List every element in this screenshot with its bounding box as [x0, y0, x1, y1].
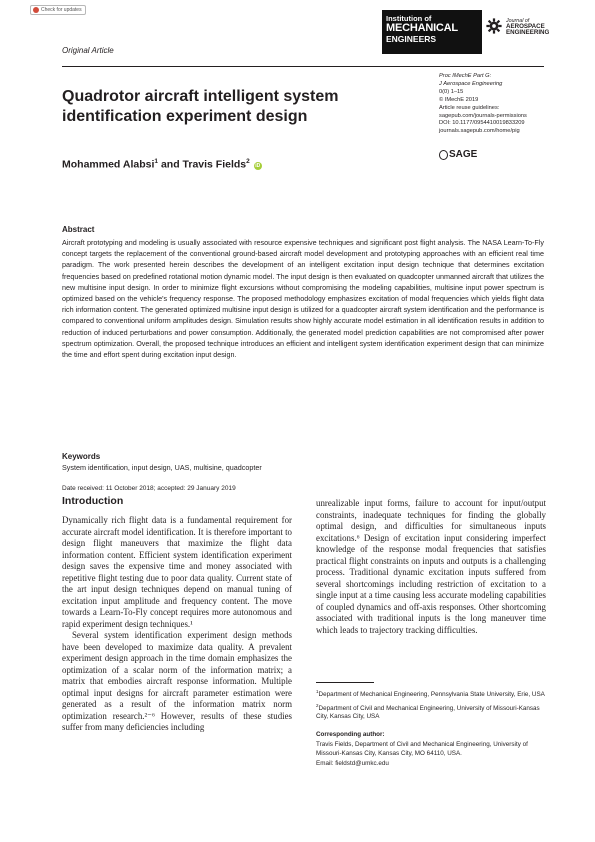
- affiliation-1: [316, 688, 546, 700]
- imeche-logo: [382, 10, 482, 54]
- journal-logo-line1: Journal of: [506, 18, 530, 24]
- imeche-logo-line1: Institution of: [386, 14, 432, 23]
- orcid-icon[interactable]: iD: [255, 162, 261, 169]
- affiliation-text: Department of Civil and Mechanical Engineering, University of Missouri-Kansas City, Kansas City, USA: [316, 704, 540, 721]
- article-title: Quadrotor aircraft intelligent system identification experiment design: [62, 88, 339, 125]
- affiliation-2: [316, 702, 546, 722]
- check-updates-label: Check for updates: [41, 7, 82, 13]
- author-name[interactable]: Travis Fields: [182, 158, 247, 171]
- journal-abbrev: Proc IMechE Part G:: [439, 73, 492, 79]
- author-conjunction: and: [160, 158, 180, 171]
- doi-link[interactable]: DOI: 10.1177/0954410019833209: [439, 120, 525, 127]
- introduction-heading: Introduction: [62, 495, 124, 507]
- author-name[interactable]: Mohammed Alabsi: [62, 158, 155, 171]
- abstract-text: Aircraft prototyping and modeling is usually associated with resource expensive techniques and significant post flight analysis. The NASA Learn-To-Fly concept targets the replacement of the conventional ground-based aircraft model development and prototyping approaches with an efficient real time paradigm. The work presented herein describes the development of an intelligent excitation input design technique that determines excitation frequencies based on predefined rotational motion dynamic model. The input design is then evaluated on quadcopter unmanned aircraft that utilizes the new multisine input design. In order to minimize flight excursions without compromising the modeling capabilities, multisine input power spectrum is optimized based on the vehicle's frequency response. The proposed methodology emphasizes excitation of modal frequencies which yields flight data rich information content. The generated optimized multisine input design is utilized for a quadcopter aircraft system identification and the performance is compared to conventional uniform amplitudes design. Simulation results show highly accurate model estimation in all identification results in addition to reduction of induced perturbations and power consumption. Additionally, the generated model prediction capabilities are not compromised after power spectrum optimization. Overall, the proposed technique introduces an efficient and intelligent system identification experiment design that can minimize the time and effort spent during excitation input design.: [62, 238, 544, 360]
- journal-logo-line3: ENGINEERING: [506, 29, 550, 36]
- header-rule: [62, 66, 544, 67]
- reuse-label: Article reuse guidelines:: [439, 104, 500, 111]
- body-paragraph: Dynamically rich flight data is a fundamental requirement for accurate aircraft model identification. It is therefore important to design flight maneuvers that maximize the flight data information content. Efficient system identification experiment design saves the expensive time and money associated with repetitive flight testing due to poor data quality. Current state of the art input design techniques depend on manual tuning of excitation input amplitude and frequency content. The move towards a Learn-To-Fly concept requires more autonomous and rapid experiment design techniques.¹: [62, 515, 292, 629]
- footnotes: [316, 688, 546, 771]
- abstract-heading: Abstract: [62, 225, 95, 234]
- journal-logo-line2: AEROSPACE: [506, 23, 545, 30]
- article-type: Original Article: [62, 46, 114, 55]
- gear-icon: [486, 18, 502, 34]
- corresponding-author-text: Travis Fields, Department of Civil and Mechanical Engineering, University of Missouri-Kansas City, Kansas City, MO 64110, USA.: [316, 741, 528, 757]
- sage-mark-icon: [439, 150, 448, 160]
- imeche-logo-line3: ENGINEERS: [386, 33, 437, 44]
- keywords-section: [62, 452, 544, 473]
- sage-logo: [439, 149, 477, 160]
- publication-meta: [439, 73, 527, 136]
- footnote-rule: [316, 682, 374, 683]
- author-affiliation-mark: 1: [154, 158, 159, 165]
- journal-logo: [486, 14, 556, 54]
- copyright: © IMechE 2019: [439, 96, 479, 103]
- affiliation-mark: 1: [316, 689, 319, 694]
- corresponding-author-email[interactable]: Email: fieldstd@umkc.edu: [316, 760, 389, 768]
- affiliation-mark: 2: [316, 702, 319, 708]
- reuse-link[interactable]: sagepub.com/journals-permissions: [439, 112, 527, 119]
- author-affiliation-mark: 2: [246, 158, 250, 165]
- corresponding-author-label: Corresponding author:: [316, 730, 385, 738]
- journal-name: J Aerospace Engineering: [439, 80, 503, 87]
- check-updates-icon: [33, 7, 39, 13]
- imeche-logo-line2: MECHANICAL: [386, 22, 458, 34]
- volume-info: 0(0) 1–15: [439, 88, 464, 95]
- sage-logo-text: SAGE: [449, 149, 478, 160]
- check-for-updates-button[interactable]: [30, 5, 86, 15]
- body-paragraph: unrealizable input forms, failure to account for input/output constraints, inadequate techniques for finding the globally optimal design, and difficulties for simultaneous inputs excitations.⁶ Design of excitation input considering imperfect knowledge of the response modal frequencies that satisfies practical flight constraints on inputs and outputs is a challenging process. Traditional dynamic excitation inputs suffered from several shortcomings including restriction of excitation to a single input at a time causing less accurate modeling capabilities of coupled dynamics and off-axis responses. Other shortcoming associated with traditional inputs is the long maneuver time which leads to trajectory tracking difficulties.: [316, 498, 546, 635]
- body-left-column: [62, 495, 292, 734]
- keywords-text: System identification, input design, UAS, multisine, quadcopter: [62, 463, 262, 472]
- date-received-accepted: Date received: 11 October 2018; accepted: 29 January 2019: [62, 485, 236, 492]
- keywords-heading: Keywords: [62, 452, 101, 461]
- body-paragraph: Several system identification experiment design methods have been developed to maximize data quality. A prevalent experiment design approach in the time domain emphasizes the optimization of a scalar norm of the information matrix; a matrix that embodies aircraft response information. Multiple optimal input designs for aircraft parameter estimation were generated as a result of the information matrix norm optimization research.²⁻⁶ However, results of these studies suffer from many deficiencies including: [62, 630, 292, 732]
- body-right-column: [316, 498, 546, 636]
- journal-home-link[interactable]: journals.sagepub.com/home/pig: [439, 128, 520, 135]
- author-list: [62, 158, 262, 171]
- affiliation-text: Department of Mechanical Engineering, Pennsylvania State University, Erie, USA: [318, 691, 545, 699]
- abstract-section: [62, 225, 544, 360]
